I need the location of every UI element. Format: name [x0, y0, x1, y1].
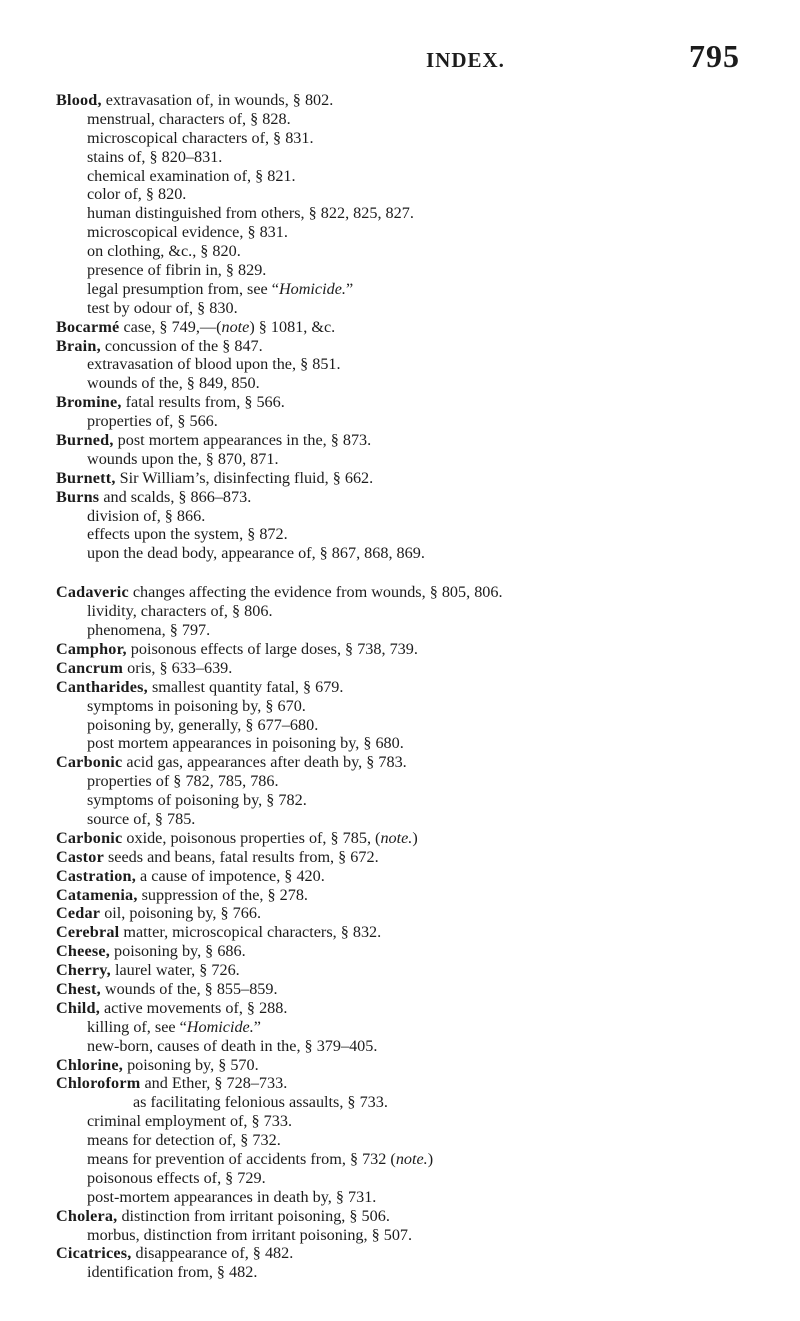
- entry-text: and scalds, § 866–873.: [99, 487, 252, 506]
- entry-heading: Cancrum: [56, 658, 124, 677]
- entry-heading: Cantharides,: [56, 677, 148, 696]
- index-subentry: [56, 167, 776, 186]
- index-subentry: [56, 129, 776, 148]
- entry-text: wounds upon the, § 870, 871.: [87, 449, 279, 468]
- index-entry: [56, 431, 776, 450]
- entry-text: on clothing, &c., § 820.: [87, 242, 241, 261]
- entry-text: new-born, causes of death in the, § 379–405.: [87, 1036, 378, 1055]
- index-subentry: [56, 507, 776, 526]
- running-title: INDEX.: [426, 48, 505, 72]
- index-entry: [56, 1244, 776, 1263]
- index-subentry: [56, 1188, 776, 1207]
- index-entry: [56, 659, 776, 678]
- entry-text: test by odour of, § 830.: [87, 298, 238, 317]
- index-subentry: [56, 525, 776, 544]
- index-subentry: [56, 1018, 776, 1037]
- entry-text: acid gas, appearances after death by, § 783.: [122, 753, 407, 772]
- index-entry: [56, 583, 776, 602]
- entry-heading: Cheese,: [56, 942, 110, 961]
- entry-text: symptoms in poisoning by, § 670.: [87, 696, 306, 715]
- entry-text: properties of, § 566.: [87, 412, 218, 431]
- entry-text: poisonous effects of large doses, § 738, 739.: [126, 639, 418, 658]
- index-subentry: [56, 412, 776, 431]
- entry-text: presence of fibrin in, § 829.: [87, 261, 267, 280]
- entry-text: a cause of impotence, § 420.: [135, 866, 325, 885]
- entry-text: case, § 749,—(: [119, 317, 222, 336]
- entry-italic-reference: Homicide.: [278, 279, 346, 298]
- index-entry: [56, 469, 776, 488]
- index-subentry: [56, 280, 776, 299]
- index-entry: [56, 1207, 776, 1226]
- entry-text-tail: ): [412, 828, 418, 847]
- index-subentry: [56, 261, 776, 280]
- index-subentry: [56, 1150, 776, 1169]
- index-subentry: [56, 1037, 776, 1056]
- entry-text: post-mortem appearances in death by, § 731.: [87, 1187, 377, 1206]
- entry-text: distinction from irritant poisoning, § 506.: [117, 1206, 390, 1225]
- entry-text: source of, § 785.: [87, 809, 196, 828]
- entry-text: poisonous effects of, § 729.: [87, 1168, 266, 1187]
- index-entry: [56, 886, 776, 905]
- index-subentry: [56, 148, 776, 167]
- entry-text: and Ether, § 728–733.: [140, 1074, 288, 1093]
- index-subentry: [56, 1093, 776, 1112]
- index-entry: [56, 829, 776, 848]
- index-subentry: [56, 204, 776, 223]
- entry-text: morbus, distinction from irritant poisoning, § 507.: [87, 1225, 413, 1244]
- entry-text: seeds and beans, fatal results from, § 672.: [103, 847, 379, 866]
- entry-text-tail: ”: [345, 279, 354, 298]
- index-entry: [56, 961, 776, 980]
- entry-text: post mortem appearances in the, § 873.: [113, 431, 372, 450]
- index-entry: [56, 488, 776, 507]
- entry-text: suppression of the, § 278.: [137, 885, 308, 904]
- index-entry: [56, 1056, 776, 1075]
- entry-text: chemical examination of, § 821.: [87, 166, 296, 185]
- entry-text: extravasation of, in wounds, § 802.: [101, 91, 334, 109]
- entry-text: legal presumption from, see “: [87, 279, 279, 298]
- entry-text: Sir William’s, disinfecting fluid, § 662.: [115, 468, 374, 487]
- index-entry: [56, 904, 776, 923]
- entry-text: wounds of the, § 849, 850.: [87, 374, 260, 393]
- entry-text: laurel water, § 726.: [110, 961, 240, 980]
- index-subentry: [56, 1263, 776, 1282]
- entry-italic-reference: note: [221, 317, 250, 336]
- entry-text: concussion of the § 847.: [100, 336, 263, 355]
- index-subentry: [56, 716, 776, 735]
- entry-heading: Brain,: [56, 336, 101, 355]
- index-subentry: [56, 355, 776, 374]
- entry-text: lividity, characters of, § 806.: [87, 602, 273, 621]
- index-entry: [56, 923, 776, 942]
- index-entry: [56, 678, 776, 697]
- index-entry: [56, 640, 776, 659]
- index-entry: [56, 867, 776, 886]
- entry-text: color of, § 820.: [87, 185, 187, 204]
- index-subentry: [56, 734, 776, 753]
- entry-text: post mortem appearances in poisoning by, § 680.: [87, 734, 404, 753]
- entry-text: killing of, see “: [87, 1017, 187, 1036]
- page-header: [0, 20, 800, 80]
- index-entry: [56, 848, 776, 867]
- entry-text: division of, § 866.: [87, 506, 206, 525]
- index-subentry: [56, 810, 776, 829]
- entry-heading: Carbonic: [56, 828, 123, 847]
- entry-heading: Chloroform: [56, 1074, 141, 1093]
- index-entry: [56, 999, 776, 1018]
- index-subentry: [56, 1226, 776, 1245]
- entry-heading: Cadaveric: [56, 583, 129, 602]
- entry-heading: Castration,: [56, 866, 136, 885]
- index-entries: [56, 91, 776, 1282]
- index-entry: [56, 1074, 776, 1093]
- entry-heading: Chlorine,: [56, 1055, 124, 1074]
- entry-heading: Burnett,: [56, 468, 116, 487]
- entry-text: poisoning by, § 686.: [110, 942, 246, 961]
- index-subentry: [56, 1112, 776, 1131]
- entry-heading: Cedar: [56, 904, 101, 923]
- index-subentry: [56, 1131, 776, 1150]
- entry-text: wounds of the, § 855–859.: [100, 979, 278, 998]
- index-entry: [56, 337, 776, 356]
- entry-text: poisoning by, § 570.: [123, 1055, 259, 1074]
- entry-heading: Child,: [56, 998, 100, 1017]
- index-subentry: [56, 185, 776, 204]
- entry-text: means for prevention of accidents from, § 732 (: [87, 1149, 396, 1168]
- entry-text: identification from, § 482.: [87, 1263, 258, 1282]
- entry-text: changes affecting the evidence from wounds, § 805, 806.: [128, 583, 503, 602]
- entry-text: upon the dead body, appearance of, § 867, 868, 869.: [87, 544, 425, 563]
- index-subentry: [56, 544, 776, 563]
- index-subentry: [56, 1169, 776, 1188]
- entry-text: oris, § 633–639.: [123, 658, 233, 677]
- entry-heading: Castor: [56, 847, 104, 866]
- entry-text: menstrual, characters of, § 828.: [87, 109, 291, 128]
- entry-text: oxide, poisonous properties of, § 785, (: [122, 828, 381, 847]
- index-entry: [56, 942, 776, 961]
- entry-text-tail: ”: [253, 1017, 261, 1036]
- entry-text: stains of, § 820–831.: [87, 147, 223, 166]
- entry-text: poisoning by, generally, § 677–680.: [87, 715, 319, 734]
- entry-heading: Carbonic: [56, 753, 123, 772]
- entry-heading: Cicatrices,: [56, 1244, 132, 1263]
- entry-text: microscopical evidence, § 831.: [87, 223, 288, 242]
- index-letter-group: [56, 583, 776, 1282]
- entry-heading: Burns: [56, 487, 100, 506]
- index-entry: [56, 753, 776, 772]
- index-subentry: [56, 223, 776, 242]
- entry-text-tail: ): [427, 1149, 434, 1168]
- index-entry: [56, 393, 776, 412]
- index-subentry: [56, 374, 776, 393]
- entry-text: extravasation of blood upon the, § 851.: [87, 355, 341, 374]
- entry-text: means for detection of, § 732.: [87, 1131, 281, 1150]
- entry-text: smallest quantity fatal, § 679.: [147, 677, 344, 696]
- page-number: 795: [689, 38, 740, 74]
- entry-text: human distinguished from others, § 822, 825, 827.: [87, 204, 414, 223]
- index-subentry: [56, 299, 776, 318]
- entry-text: as facilitating felonious assaults, § 733.: [133, 1093, 388, 1112]
- entry-text: symptoms of poisoning by, § 782.: [87, 791, 307, 810]
- entry-heading: Blood,: [56, 91, 102, 109]
- entry-text: microscopical characters of, § 831.: [87, 128, 314, 147]
- entry-text: oil, poisoning by, § 766.: [100, 904, 261, 923]
- index-entry: [56, 91, 776, 110]
- index-letter-group: [56, 91, 776, 563]
- entry-text: active movements of, § 288.: [99, 998, 288, 1017]
- entry-text: fatal results from, § 566.: [121, 393, 285, 412]
- entry-text: phenomena, § 797.: [87, 621, 211, 640]
- entry-heading: Bocarmé: [56, 317, 120, 336]
- entry-italic-reference: Homicide.: [186, 1017, 254, 1036]
- index-subentry: [56, 697, 776, 716]
- entry-text: effects upon the system, § 872.: [87, 525, 288, 544]
- entry-heading: Cholera,: [56, 1206, 118, 1225]
- entry-heading: Bromine,: [56, 393, 122, 412]
- entry-text: properties of § 782, 785, 786.: [87, 772, 279, 791]
- entry-italic-reference: note.: [380, 828, 413, 847]
- index-subentry: [56, 242, 776, 261]
- entry-text-tail: ) § 1081, &c.: [249, 317, 336, 336]
- index-entry: [56, 318, 776, 337]
- entry-text: criminal employment of, § 733.: [87, 1112, 292, 1131]
- index-subentry: [56, 450, 776, 469]
- entry-heading: Cherry,: [56, 961, 111, 980]
- entry-heading: Burned,: [56, 431, 114, 450]
- entry-text: disappearance of, § 482.: [131, 1244, 294, 1263]
- index-subentry: [56, 621, 776, 640]
- index-subentry: [56, 772, 776, 791]
- entry-heading: Camphor,: [56, 639, 127, 658]
- index-subentry: [56, 791, 776, 810]
- index-subentry: [56, 110, 776, 129]
- index-subentry: [56, 602, 776, 621]
- entry-italic-reference: note.: [395, 1149, 428, 1168]
- entry-heading: Cerebral: [56, 923, 120, 942]
- entry-heading: Chest,: [56, 979, 101, 998]
- entry-heading: Catamenia,: [56, 885, 138, 904]
- entry-text: matter, microscopical characters, § 832.: [119, 923, 382, 942]
- index-entry: [56, 980, 776, 999]
